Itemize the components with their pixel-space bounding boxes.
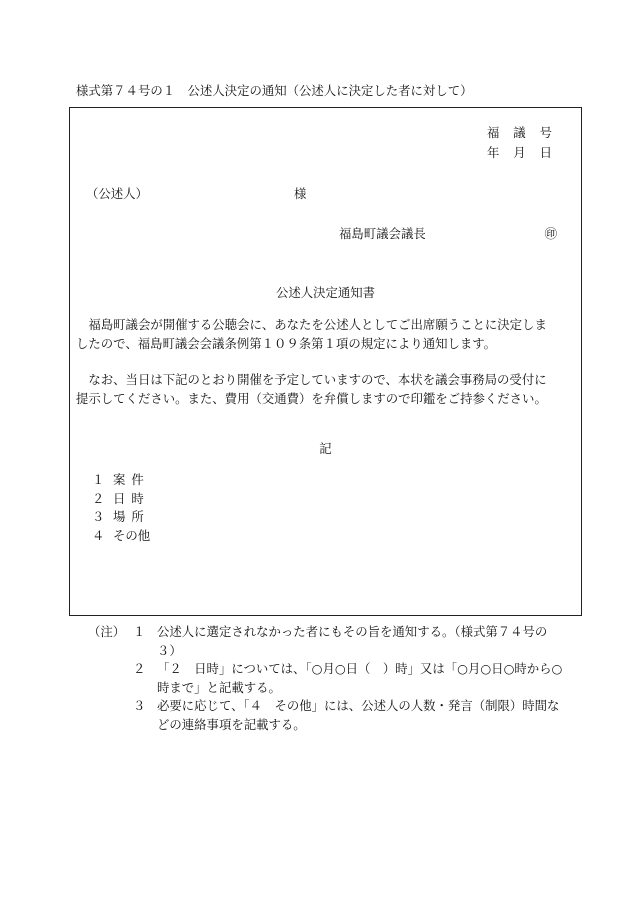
note-text: 必要に応じて、「４ その他」には、公述人の人数・発言（制限）時間などの連絡事項を記載する。: [157, 698, 560, 732]
note-number: ２: [133, 661, 146, 676]
form-title: 様式第７４号の１ 公述人決定の通知（公述人に決定した者に対して）: [76, 83, 473, 98]
item-label: 日時: [113, 490, 150, 506]
item-label: その他: [113, 527, 151, 543]
document-date: 年 月 日: [486, 145, 557, 160]
item-number: ２: [92, 490, 105, 506]
document-number: 福 議 号: [486, 125, 557, 140]
item-number: １: [92, 472, 105, 487]
item-number: ４: [92, 527, 105, 543]
ki-heading: 記: [319, 441, 332, 456]
notes-label: （注）: [88, 624, 126, 639]
list-item: [92, 508, 150, 527]
notice-title: 公述人決定通知書: [275, 285, 376, 300]
note-text: 「２ 日時」については、「○月○日（ ）時」又は「○月○日○時から○時まで」と記載する。: [157, 661, 563, 695]
list-item: [92, 471, 150, 490]
sender-name: 福島町議会議長: [339, 226, 426, 241]
body-paragraph-2: なお、当日は下記のとおり開催を予定していますので、本状を議会事務局の受付に提示してください。また、費用（交通費）を弁償しますので印鑑をご持参ください。: [76, 372, 547, 406]
note-text: 公述人に選定されなかった者にもその旨を通知する。（様式第７４号の３）: [157, 624, 548, 658]
addressee-label: （公述人）: [86, 186, 148, 201]
item-number: ３: [92, 509, 105, 524]
list-item: [92, 490, 150, 509]
item-label: 場所: [113, 509, 150, 524]
body-paragraph-1: 福島町議会が開催する公聴会に、あなたを公述人としてご出席願うことに決定しましたので、福島町議会会議条例第１０９条第１項の規定により通知します。: [76, 317, 547, 351]
item-list: [92, 471, 150, 545]
addressee-honorific: 様: [294, 186, 307, 201]
list-item: [92, 527, 150, 546]
document-frame: [69, 107, 582, 616]
item-label: 案件: [113, 472, 150, 487]
seal-mark: ㊞: [544, 226, 557, 241]
note-number: ３: [133, 698, 146, 713]
note-number: １: [133, 624, 146, 639]
